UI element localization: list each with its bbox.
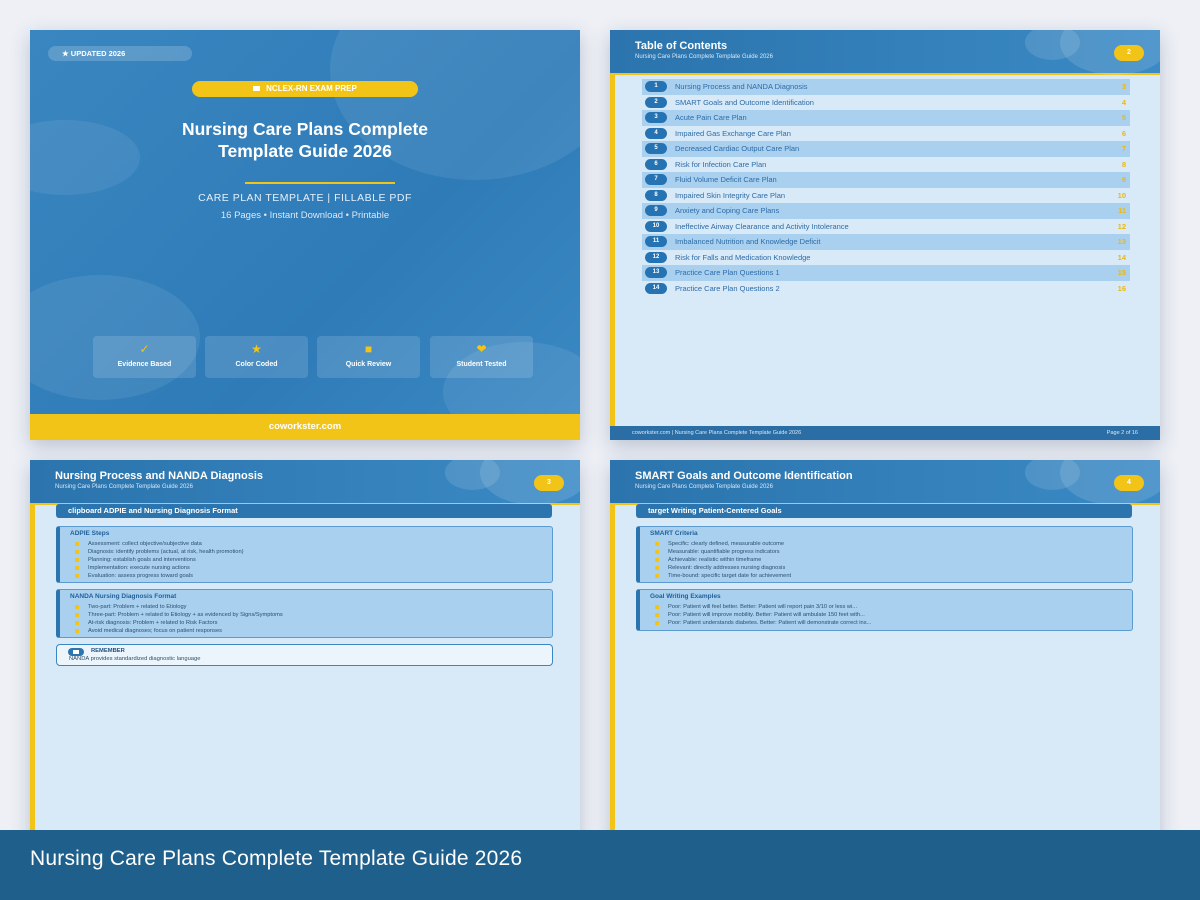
toc-entry-title: Nursing Process and NANDA Diagnosis [675, 82, 808, 91]
toc-entry-title: Anxiety and Coping Care Plans [675, 206, 780, 215]
toc-number-badge: 12 [645, 252, 667, 263]
star-icon: ★ [251, 342, 262, 356]
toc-page [610, 30, 1160, 440]
toc-page-number: 12 [1117, 221, 1126, 231]
toc-number-badge: 8 [645, 190, 667, 201]
toc-page-number: 16 [1117, 283, 1126, 293]
page-title: Table of Contents [635, 40, 728, 52]
toc-page-number: 9 [1121, 175, 1126, 184]
toc-page-number: 5 [1121, 113, 1126, 122]
toc-row[interactable] [642, 188, 1130, 204]
toc-entry-title: Ineffective Airway Clearance and Activity Intolerance [675, 221, 849, 231]
feature-card [205, 336, 308, 378]
toc-row[interactable] [642, 126, 1130, 142]
page-title: Nursing Process and NANDA Diagnosis [55, 470, 264, 482]
toc-entry-title: Decreased Cardiac Output Care Plan [675, 144, 800, 153]
page-header [610, 460, 1160, 505]
toc-entry-title: SMART Goals and Outcome Identification [675, 97, 814, 107]
info-box-goal-examples [636, 589, 1133, 631]
toc-page-number: 13 [1117, 237, 1126, 246]
toc-page-number: 15 [1117, 268, 1126, 277]
accent-stripe [610, 75, 615, 440]
page-number-badge: 2 [1114, 45, 1144, 61]
toc-page-number: 4 [1121, 97, 1126, 107]
list-item: Evaluation: assess progress toward goals [70, 572, 552, 580]
toc-row[interactable] [642, 265, 1130, 281]
list-item: Poor: Patient understands diabetes. Better: Patient will demonstrate correct ins... [650, 619, 1132, 627]
toc-number-badge: 10 [645, 221, 667, 232]
cover-title-line2: Template Guide 2026 [218, 141, 392, 161]
box-title: Goal Writing Examples [650, 593, 721, 600]
toc-row[interactable] [642, 110, 1130, 126]
toc-page-number: 8 [1121, 159, 1126, 169]
toc-entry-title: Practice Care Plan Questions 2 [675, 283, 780, 293]
toc-number-badge: 4 [645, 128, 667, 139]
page-header [610, 30, 1160, 75]
callout-title: REMEMBER [91, 648, 125, 654]
toc-row[interactable] [642, 203, 1130, 219]
toc-number-badge: 3 [645, 112, 667, 123]
page-subtitle: Nursing Care Plans Complete Template Guide 2026 [55, 484, 193, 490]
page-subtitle: Nursing Care Plans Complete Template Guide 2026 [635, 54, 773, 60]
page-title: SMART Goals and Outcome Identification [635, 470, 853, 482]
section-header: target Writing Patient-Centered Goals [636, 504, 1132, 518]
toc-row[interactable] [642, 79, 1130, 95]
list-item: Measurable: quantifiable progress indicators [650, 548, 1132, 556]
toc-entry-title: Fluid Volume Deficit Care Plan [675, 175, 777, 184]
decor-circle [1060, 460, 1160, 505]
toc-page-number: 10 [1117, 190, 1126, 200]
feature-card [93, 336, 196, 378]
updated-badge: ★ UPDATED 2026 [48, 46, 192, 61]
list-item: Diagnosis: identify problems (actual, at risk, health promotion) [70, 548, 552, 556]
feature-label: Evidence Based [117, 361, 172, 368]
exam-prep-label: NCLEX-RN EXAM PREP [266, 84, 357, 93]
toc-row[interactable] [642, 141, 1130, 157]
toc-number-badge: 14 [645, 283, 667, 294]
toc-entry-title: Impaired Skin Integrity Care Plan [675, 190, 786, 200]
toc-row[interactable] [642, 157, 1130, 173]
toc-row[interactable] [642, 234, 1130, 250]
footer-page-count: Page 2 of 16 [1106, 430, 1138, 436]
toc-entry-title: Imbalanced Nutrition and Knowledge Deficit [675, 237, 821, 246]
toc-page-number: 14 [1117, 252, 1126, 262]
heart-icon: ❤ [476, 342, 487, 356]
cover-meta: 16 Pages • Instant Download • Printable [220, 210, 390, 221]
cover-title [30, 118, 580, 162]
list-item: Assessment: collect objective/subjective data [70, 540, 552, 548]
feature-card [317, 336, 420, 378]
bottom-banner [0, 830, 1200, 900]
toc-number-badge: 2 [645, 97, 667, 108]
info-box-adpie [56, 526, 553, 583]
page-header [30, 460, 580, 505]
exam-prep-pill [192, 81, 418, 97]
check-icon: ✓ [139, 342, 150, 356]
toc-page-number: 11 [1118, 206, 1126, 215]
section-header: clipboard ADPIE and Nursing Diagnosis Format [56, 504, 552, 518]
toc-row[interactable] [642, 172, 1130, 188]
toc-row[interactable] [642, 95, 1130, 111]
box-title: ADPIE Steps [70, 530, 110, 537]
feature-label: Color Coded [235, 361, 278, 368]
toc-number-badge: 7 [645, 174, 667, 185]
toc-entry-title: Risk for Infection Care Plan [675, 159, 767, 169]
cover-page [30, 30, 580, 440]
feature-card [430, 336, 533, 378]
toc-entry-title: Acute Pain Care Plan [675, 113, 747, 122]
cover-subtitle: CARE PLAN TEMPLATE | FILLABLE PDF [198, 192, 412, 204]
toc-entry-title: Practice Care Plan Questions 1 [675, 268, 780, 277]
box-title: SMART Criteria [650, 530, 698, 537]
list-item: At-risk diagnosis: Problem + related to Risk Factors [70, 619, 552, 627]
square-icon: ■ [364, 342, 373, 356]
page-number-badge: 4 [1114, 475, 1144, 491]
feature-cards [93, 336, 533, 378]
decor-circle [1060, 30, 1160, 75]
remember-callout [56, 644, 553, 666]
toc-number-badge: 5 [645, 143, 667, 154]
book-icon [253, 86, 260, 91]
list-item: Poor: Patient will improve mobility. Better: Patient will ambulate 150 feet with... [650, 611, 1132, 619]
list-item: Poor: Patient will feel better. Better: Patient will report pain 3/10 or less wi... [650, 603, 1132, 611]
info-box-nanda [56, 589, 553, 638]
cover-title-line1: Nursing Care Plans Complete [181, 119, 429, 139]
toc-page-number: 7 [1121, 144, 1126, 153]
feature-label: Quick Review [345, 361, 392, 368]
toc-number-badge: 1 [645, 81, 667, 92]
toc-number-badge: 11 [645, 236, 667, 247]
page-subtitle: Nursing Care Plans Complete Template Guide 2026 [635, 484, 773, 490]
list-item: Relevant: directly addresses nursing diagnosis [650, 564, 1132, 572]
list-item: Implementation: execute nursing actions [70, 564, 552, 572]
toc-number-badge: 13 [645, 267, 667, 278]
toc-page-number: 6 [1121, 128, 1126, 138]
toc-number-badge: 9 [645, 205, 667, 216]
toc-number-badge: 6 [645, 159, 667, 170]
footer-left: coworkster.com | Nursing Care Plans Complete Template Guide 2026 [632, 430, 802, 436]
callout-text: NANDA provides standardized diagnostic language [69, 656, 201, 662]
list-item: Two-part: Problem + related to Etiology [70, 603, 552, 611]
list-item: Specific: clearly defined, measurable outcome [650, 540, 1132, 548]
list-item: Time-bound: specific target date for achievement [650, 572, 1132, 580]
toc-row[interactable] [642, 219, 1130, 235]
feature-label: Student Tested [456, 361, 507, 368]
list-item: Planning: establish goals and interventions [70, 556, 552, 564]
note-icon [68, 648, 84, 656]
toc-row[interactable] [642, 281, 1130, 297]
page-footer [610, 426, 1160, 440]
info-box-smart [636, 526, 1133, 583]
box-title: NANDA Nursing Diagnosis Format [70, 593, 177, 600]
decor-circle [480, 460, 580, 505]
toc-list [642, 79, 1130, 296]
list-item: Three-part: Problem + related to Etiology + as evidenced by Signs/Symptoms [70, 611, 552, 619]
page-number-badge: 3 [534, 475, 564, 491]
toc-entry-title: Impaired Gas Exchange Care Plan [675, 128, 791, 138]
toc-page-number: 3 [1121, 82, 1126, 91]
divider [245, 182, 395, 184]
list-item: Avoid medical diagnoses; focus on patient responses [70, 627, 552, 635]
toc-row[interactable] [642, 250, 1130, 266]
toc-entry-title: Risk for Falls and Medication Knowledge [675, 252, 811, 262]
cover-footer: coworkster.com [30, 414, 580, 440]
list-item: Achievable: realistic within timeframe [650, 556, 1132, 564]
banner-title: Nursing Care Plans Complete Template Guide 2026 [30, 847, 523, 870]
